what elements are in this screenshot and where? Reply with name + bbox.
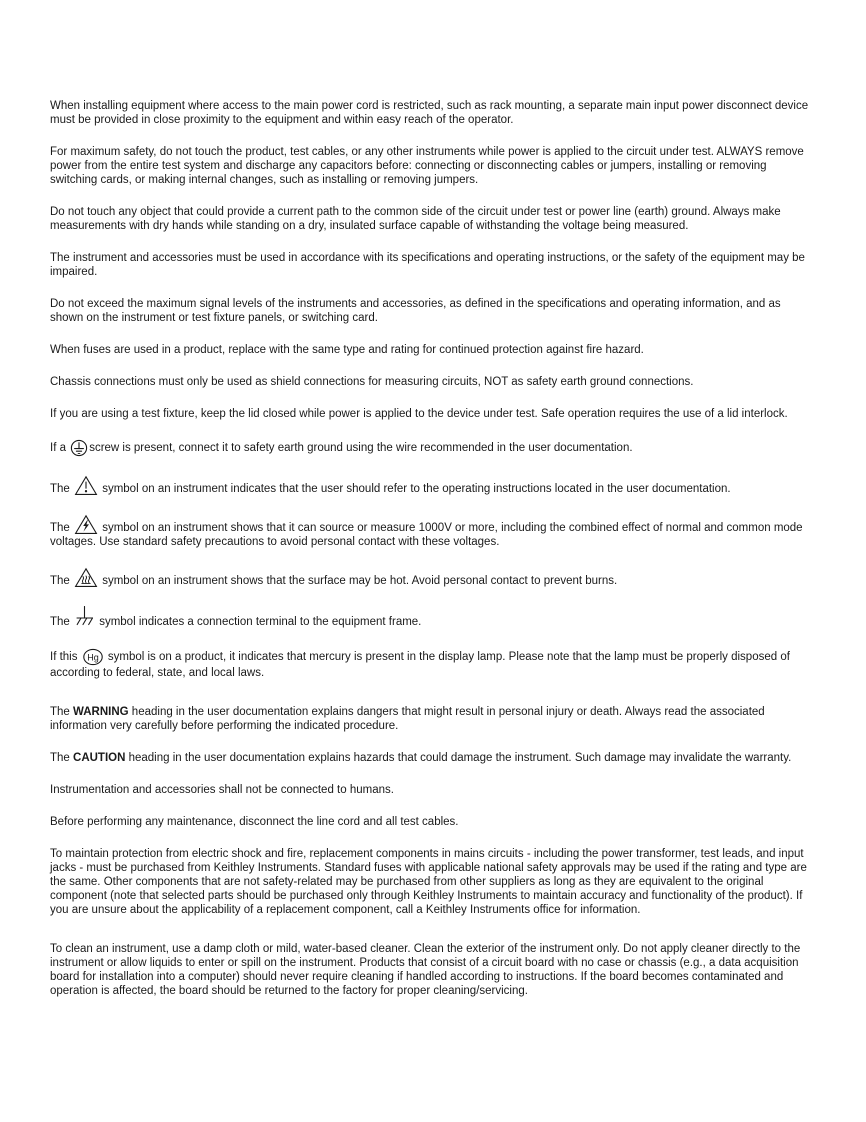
text-after: symbol is on a product, it indicates that mercury is present in the display lamp. Please note that the lamp must be properly disposed of according to federal, state, and local laws. [50,651,790,679]
paragraph-mercury [50,648,816,680]
text-before: The [50,616,74,628]
text-before: The [50,706,74,718]
paragraph-rack-mounting: When installing equipment where access to the main power cord is restricted, such as rack mounting, a separate main input power disconnect device must be provided in close proximity to the equipment and within easy reach of the operator. [50,100,809,126]
text-after: heading in the user documentation explains hazards that could damage the instrument. Such damage may invalidate the warranty. [125,752,792,764]
text-before: The [50,575,74,587]
text-after: symbol on an instrument shows that it can source or measure 1000V or more, including the combined effect of normal and common mode voltages. Use standard safety precautions to avoid personal contact with these voltages. [50,522,803,548]
text-before: The [50,522,74,534]
paragraph-frame-terminal [50,606,816,630]
paragraph-chassis-connections: Chassis connections must only be used as shield connections for measuring circuits, NOT as safety earth ground connections. [50,376,694,388]
earth-ground-screw-icon [70,439,88,457]
hot-surface-triangle-icon [74,567,98,588]
paragraph-signal-levels: Do not exceed the maximum signal levels of the instruments and accessories, as defined in the specifications and operating information, and as shown on the instrument or test fixture panels, or switching card. [50,298,781,324]
text-before: The [50,483,74,495]
paragraph-earth-screw [50,439,816,457]
paragraph-maintenance: Before performing any maintenance, disconnect the line cord and all test cables. [50,816,459,828]
text-after: symbol on an instrument indicates that the user should refer to the operating instructions located in the user documentation. [99,483,731,495]
paragraph-hot-surface [50,567,816,588]
text-before: If this [50,651,81,664]
caution-keyword: CAUTION [73,752,126,764]
warning-triangle-icon [74,475,98,496]
paragraph-test-fixture: If you are using a test fixture, keep the lid closed while power is applied to the device under test. Safe operation requires the use of a lid interlock. [50,408,788,420]
mercury-hg-icon [82,648,104,666]
text-after: heading in the user documentation explains dangers that might result in personal injury or death. Always read the associated information very carefully before performing the indicated procedure. [50,706,765,732]
paragraph-fuses: When fuses are used in a product, replace with the same type and rating for continued protection against fire hazard. [50,344,644,356]
paragraph-replacement-components: To maintain protection from electric shock and fire, replacement components in mains circuits - including the power transformer, test leads, and input jacks - must be purchased from Keithley Instruments. Standard fuses with applicable national safety approvals may be used if the rating and type are the same. Other components that are not safety-related may be purchased from other suppliers as long as they are equivalent to the original component (note that selected parts should be purchased only through Keithley Instruments to maintain accuracy and functionality of the product). If you are unsure about the applicability of a replacement component, call a Keithley Instruments office for information. [50,848,807,916]
paragraph-current-path: Do not touch any object that could provide a current path to the common side of the circuit under test or power line (earth) ground. Always make measurements with dry hands while standing on a dry, insulated surface capable of withstanding the voltage being measured. [50,206,781,232]
warning-keyword: WARNING [73,706,129,718]
paragraph-high-voltage [50,514,816,549]
text-before: The [50,752,74,764]
high-voltage-triangle-icon [74,514,98,535]
paragraph-warning-heading [50,705,816,733]
paragraph-cleaning: To clean an instrument, use a damp cloth or mild, water-based cleaner. Clean the exterior of the instrument only. Do not apply cleaner directly to the instrument or allow liquids to enter or spill on the instrument. Products that consist of a circuit board with no case or chassis (e.g., a data acquisition board for installation into a computer) should never require cleaning if handled according to instructions. If the board becomes contaminated and operation is affected, the board should be returned to the factory for proper cleaning/servicing. [50,943,801,997]
paragraph-refer-instructions [50,475,816,496]
mercury-icon-label: Hg [86,652,99,663]
text-after: symbol indicates a connection terminal to the equipment frame. [96,616,422,628]
paragraph-accordance-specs: The instrument and accessories must be used in accordance with its specifications and operating instructions, or the safety of the equipment may be impaired. [50,252,805,278]
text-before: If a [50,442,70,455]
paragraph-not-humans: Instrumentation and accessories shall not be connected to humans. [50,784,394,796]
paragraph-maximum-safety: For maximum safety, do not touch the product, test cables, or any other instruments while power is applied to the circuit under test. ALWAYS remove power from the entire test system and discharge any capacitors before: connecting or disconnecting cables or jumpers, installing or removing switching cards, or making internal changes, such as installing or removing jumpers. [50,146,804,186]
paragraph-caution-heading [50,751,816,765]
text-after: symbol on an instrument shows that the surface may be hot. Avoid personal contact to prevent burns. [99,575,618,587]
frame-terminal-icon [74,606,95,630]
text-after: screw is present, connect it to safety earth ground using the wire recommended in the user documentation. [89,442,633,455]
